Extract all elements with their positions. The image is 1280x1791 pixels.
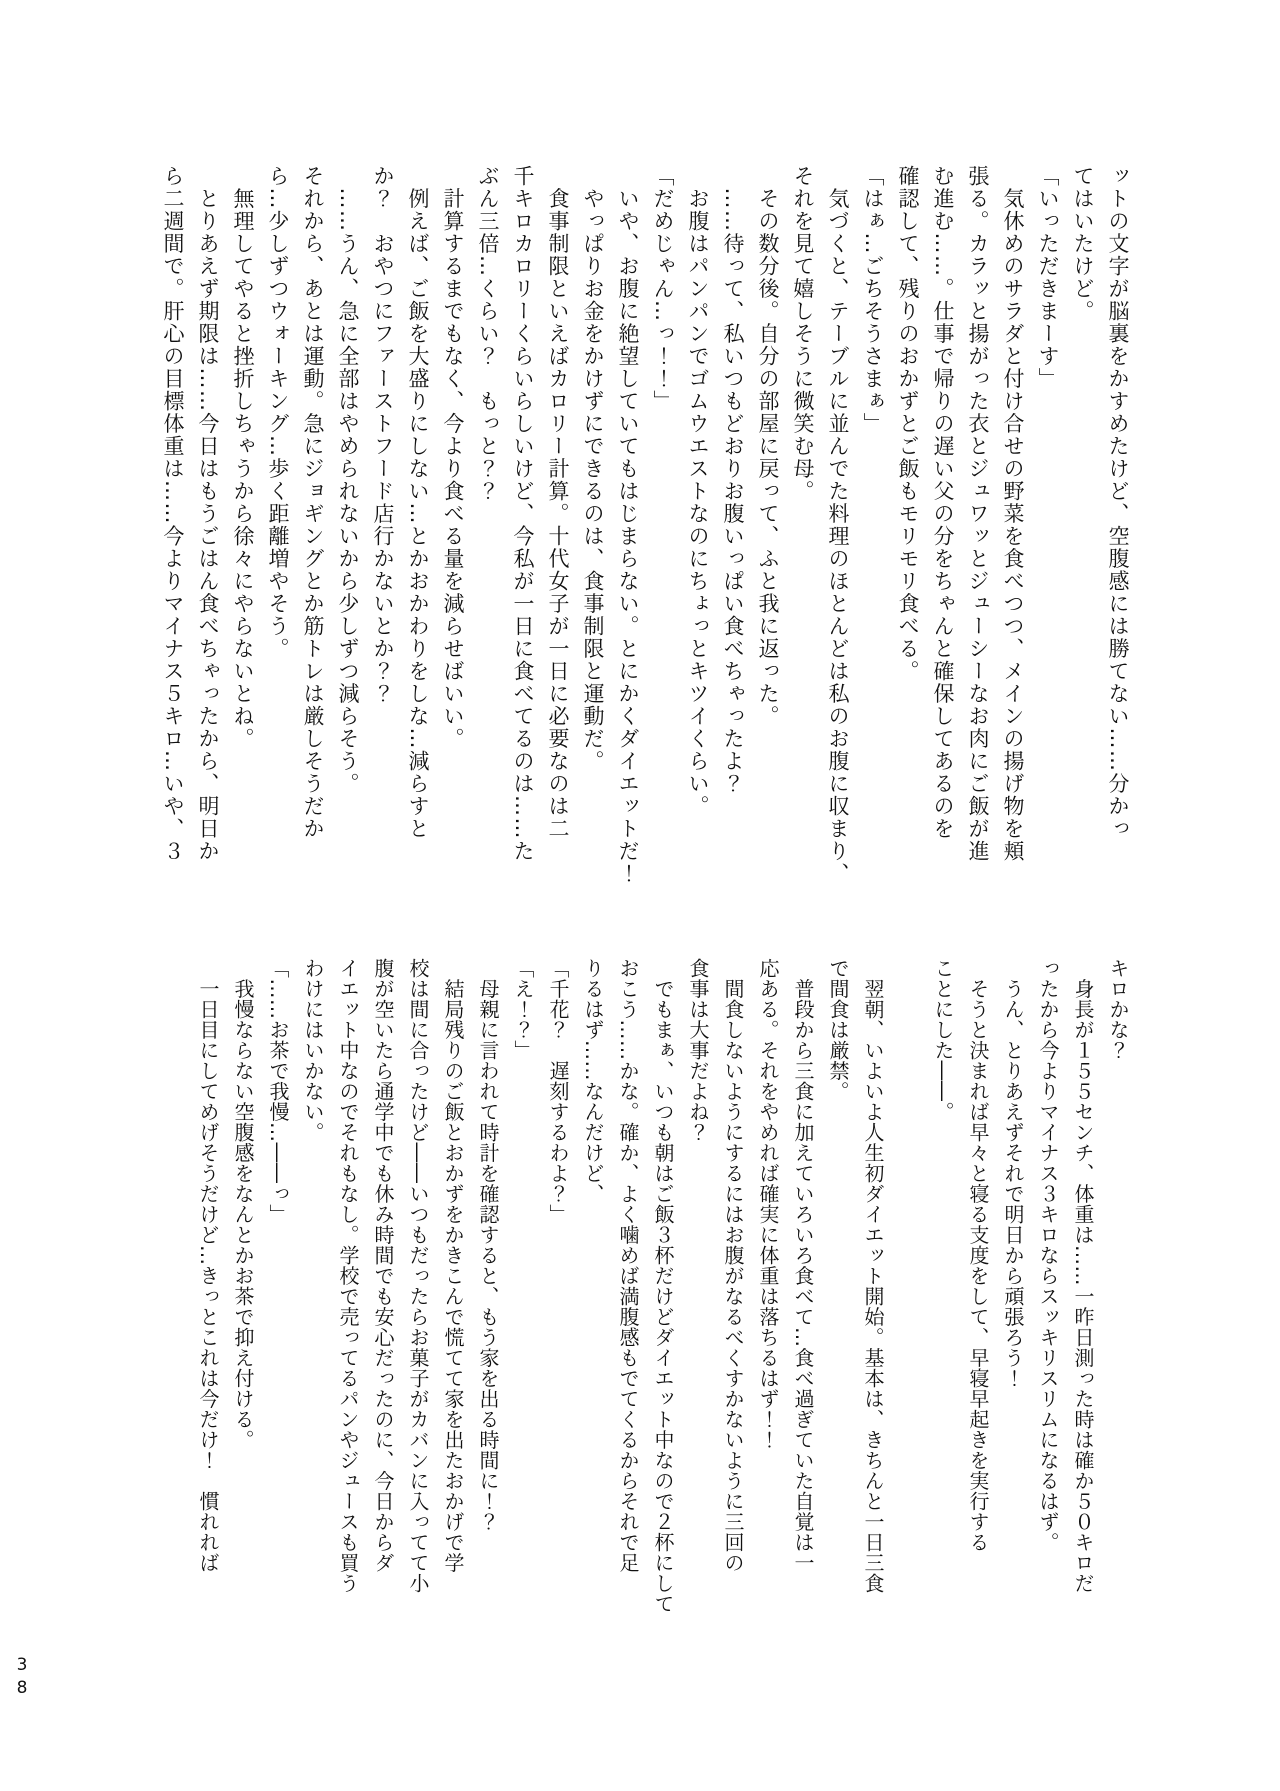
text-line: 計算するまでもなく、今より食べる量を減らせばいい。: [441, 165, 465, 750]
text-line: 校は間に合ったけど――いつもだったらお菓子がカバンに入ってて小: [406, 958, 430, 1594]
text-line: りるはず……なんだけど、: [581, 958, 605, 1204]
text-line: む進む……。仕事で帰りの遅い父の分をちゃんと確保してあるのを: [931, 165, 955, 840]
text-line: 食事は大事だよね？: [686, 958, 710, 1143]
text-line: やっぱりお金をかけずにできるのは、食事制限と運動だ。: [581, 165, 605, 773]
text-line: てはいたけど。: [1071, 165, 1095, 323]
text-line: 我慢ならない空腹感をなんとかお茶で抑え付ける。: [231, 958, 255, 1450]
text-line: ……うん、急に全部はやめられないから少しずつ減らそう。: [336, 165, 360, 795]
text-line: でもまぁ、いつも朝はご飯３杯だけどダイエット中なので２杯にして: [651, 958, 675, 1614]
text-block-top: [153, 165, 1135, 885]
text-line: それから、あとは運動。急にジョギングとか筋トレは厳しそうだか: [301, 165, 325, 840]
text-line: 母親に言われて時計を確認すると、もう家を出る時間に！？: [476, 958, 500, 1532]
text-line: おこう……かな。確か、よく噛めば満腹感もでてくるからそれで足: [616, 958, 640, 1573]
text-line: ったから今よりマイナス３キロならスッキリスリムになるはず。: [1036, 958, 1060, 1553]
text-line: それを見て嬉しそうに微笑む母。: [791, 165, 815, 503]
text-line: 身長が１５５センチ、体重は……一昨日測った時は確か５０キロだ: [1071, 958, 1095, 1594]
text-line: 確認して、残りのおかずとご飯もモリモリ食べる。: [896, 165, 920, 683]
text-line: 気づくと、テーブルに並んでた料理のほとんどは私のお腹に収まり、: [826, 165, 850, 885]
text-block-bottom: [153, 958, 1135, 1622]
text-line: 気休めのサラダと付け合せの野菜を食べつつ、メインの揚げ物を頬: [1001, 165, 1025, 863]
text-line: お腹はパンパンでゴムウエストなのにちょっとキツイくらい。: [686, 165, 710, 818]
text-line: 張る。カラッと揚がった衣とジュワッとジューシーなお肉にご飯が進: [966, 165, 990, 863]
text-line: 無理してやると挫折しちゃうから徐々にやらないとね。: [231, 165, 255, 750]
text-line: ら二週間で。肝心の目標体重は……今よりマイナス５キロ…いや、３: [161, 165, 185, 863]
text-line: [890, 958, 925, 1622]
text-line: わけにはいかない。: [301, 958, 325, 1143]
page-number: 38: [12, 1655, 32, 1701]
text-line: 例えば、ご飯を大盛りにしない…とかおかわりをしな…減らすと: [406, 165, 430, 840]
text-line: とりあえず期限は……今日はもうごはん食べちゃったから、明日か: [196, 165, 220, 863]
text-line: 千キロカロリーくらいらしいけど、今私が一日に食べてるのは……た: [511, 165, 535, 863]
text-line: ことにした――。: [931, 958, 955, 1122]
text-line: いや、お腹に絶望していてもはじまらない。とにかくダイエットだ！: [616, 165, 640, 885]
text-line: 「いっただきまーす」: [1036, 165, 1060, 390]
text-line: 「だめじゃん…っ！！」: [651, 165, 675, 413]
text-line: ットの文字が脳裏をかすめたけど、空腹感には勝てない……分かっ: [1106, 165, 1130, 840]
text-line: その数分後。自分の部屋に戻って、ふと我に返った。: [756, 165, 780, 728]
text-line: 「千花？ 遅刻するわよ？」: [546, 958, 570, 1225]
text-line: 間食しないようにするにはお腹がなるべくすかないように三回の: [721, 958, 745, 1573]
text-line: 「え！？」: [511, 958, 535, 1061]
text-line: ら…少しずつウォーキング…歩く距離増やそう。: [266, 165, 290, 660]
text-line: 「はぁ…ごちそうさまぁ」: [861, 165, 885, 435]
text-line: うん、とりあえずそれで明日から頑張ろう！: [1001, 958, 1025, 1389]
text-line: ぶん三倍…くらい？ もっと？？: [476, 165, 500, 503]
text-line: 応ある。それをやめれば確実に体重は落ちるはず！！: [756, 958, 780, 1450]
text-line: 腹が空いたら通学中でも休み時間でも安心だったのに、今日からダ: [371, 958, 395, 1573]
text-line: 翌朝、いよいよ人生初ダイエット開始。基本は、きちんと一日三食: [861, 958, 885, 1594]
text-line: イエット中なのでそれもなし。学校で売ってるパンやジュースも買う: [336, 958, 360, 1594]
text-line: 一日目にしてめげそうだけど…きっとこれは今だけ！ 慣れれば: [196, 958, 220, 1573]
text-line: 結局残りのご飯とおかずをかきこんで慌てて家を出たおかげで学: [441, 958, 465, 1573]
text-line: 「……お茶で我慢…――っ」: [266, 958, 290, 1225]
text-line: そうと決まれば早々と寝る支度をして、早寝早起きを実行する: [966, 958, 990, 1553]
text-line: で間食は厳禁。: [826, 958, 850, 1102]
text-line: 食事制限といえばカロリー計算。十代女子が一日に必要なのは二: [546, 165, 570, 840]
text-line: 普段から三食に加えていろいろ食べて…食べ過ぎていた自覚は一: [791, 958, 815, 1573]
text-line: ……待って、私いつもどおりお腹いっぱい食べちゃったよ？: [721, 165, 745, 795]
text-line: キロかな？: [1106, 958, 1130, 1061]
text-line: か？ おやつにファーストフード店行かないとか？？: [371, 165, 395, 705]
